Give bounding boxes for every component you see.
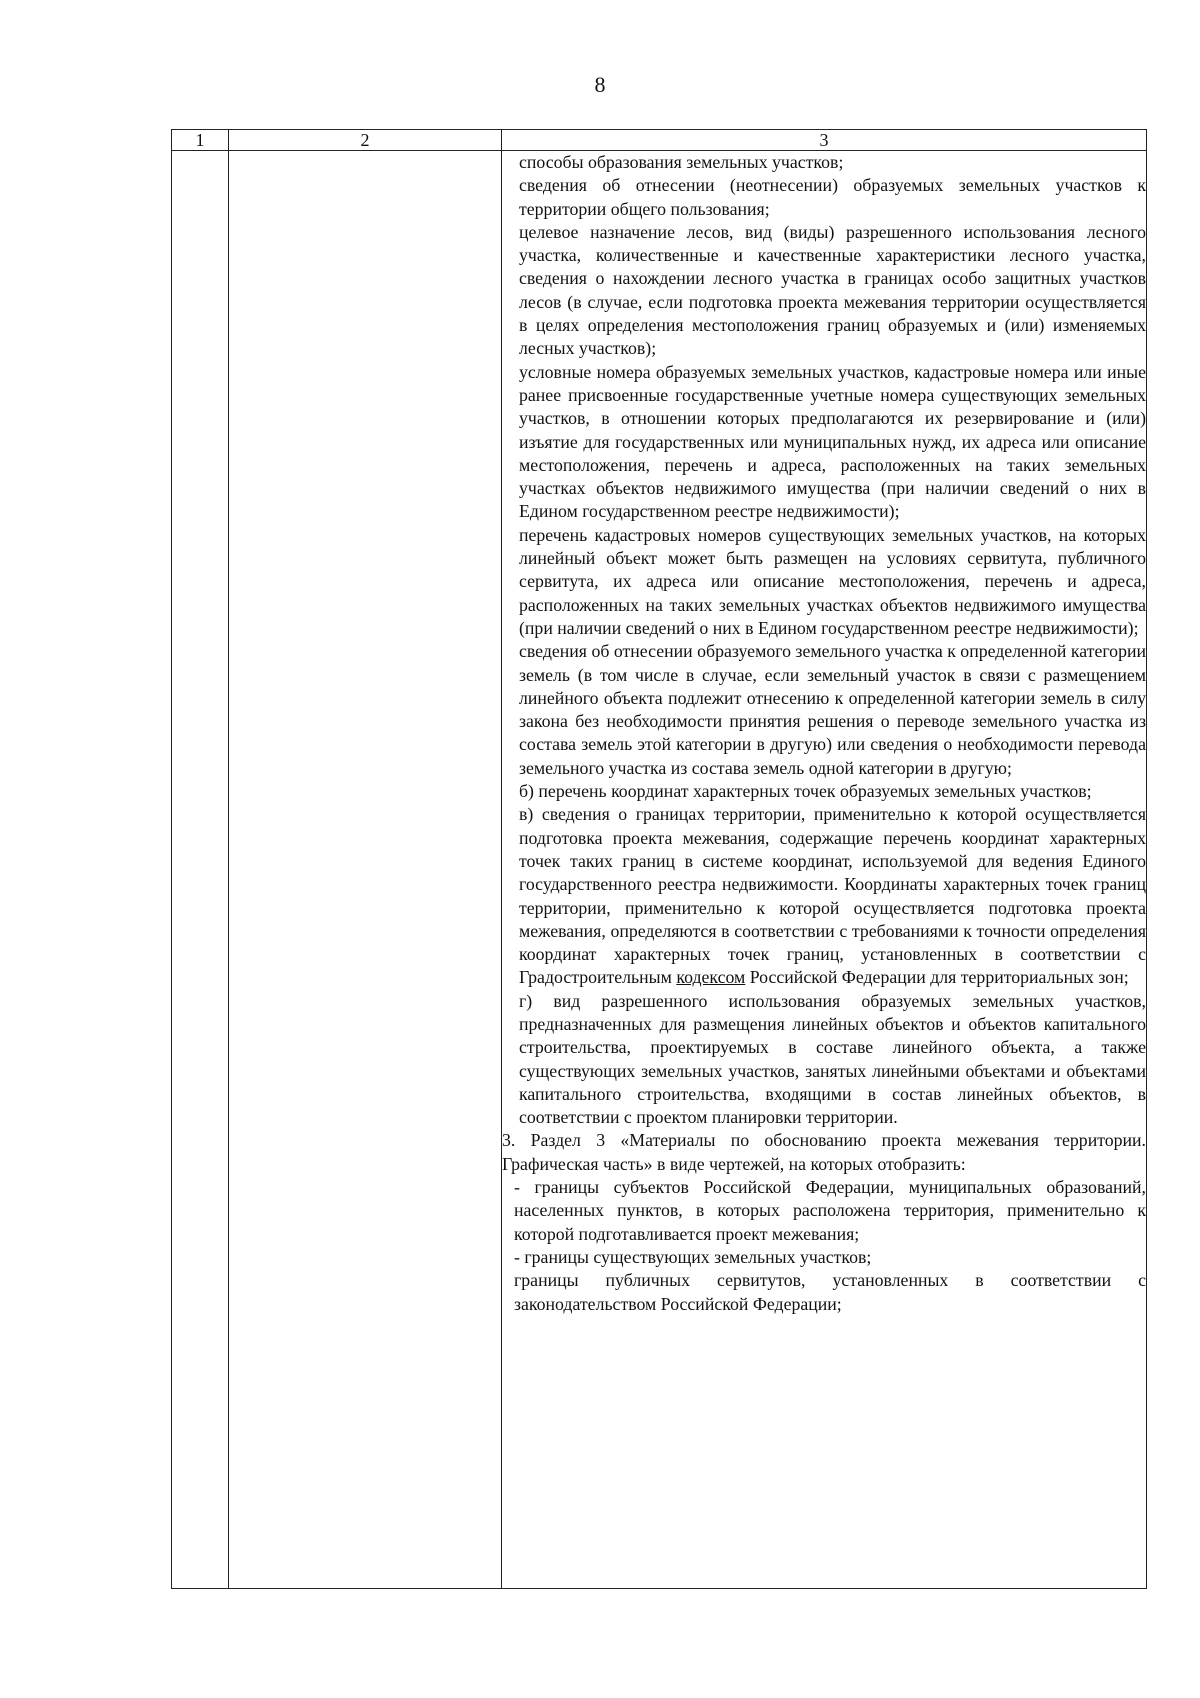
paragraph: условные номера образуемых земельных участков, кадастровые номера или иные ранее присвоенные государственные учетные номера существующих земельных участков, в отношении которых предполагаются их резервирование и (или) изъятие для государственных или муниципальных нужд, их адреса или описание местоположения, перечень и адреса, расположенных на таких земельных участках объектов недвижимого имущества (при наличии сведений о них в Едином государственном реестре недвижимости); [519,361,1146,522]
paragraph: сведения об отнесении (неотнесении) образуемых земельных участков к территории общего пользования; [519,175,1146,219]
paragraph: способы образования земельных участков; [519,152,844,172]
paragraph-text: в) сведения о границах территории, применительно к которой осуществляется подготовка проекта межевания, содержащие перечень координат характерных точек таких границ в системе координат, используемой для ведения Единого государственного реестра недвижимости. Координаты характерных точек границ территории, применительно к которой осуществляется подготовка проекта межевания, определяются в соответствии с требованиями к точности определения координат характерных точек границ, установленных в соответствии с Градостроительным [519,804,1146,988]
header-cell-1: 1 [172,130,229,151]
paragraph: сведения об отнесении образуемого земельного участка к определенной категории земель (в том числе в случае, если земельный участок в связи с размещением линейного объекта подлежит отнесению к определенной категории земель в силу закона без необходимости принятия решения о переводе земельного участка из состава земель этой категории в другую) или сведения о необходимости перевода земельного участка из состава земель одной категории в другую; [519,641,1146,778]
paragraph: целевое назначение лесов, вид (виды) разрешенного использования лесного участка, количественные и качественные характеристики лесного участка, сведения о нахождении лесного участка в границах особо защитных участков лесов (в случае, если подготовка проекта межевания территории осуществляется в целях определения местоположения границ образуемых и (или) изменяемых лесных участков); [519,221,1146,359]
codex-link[interactable]: кодексом [676,967,746,988]
list-item: - границы субъектов Российской Федерации, муниципальных образований, населенных пунктов, в которых расположена территория, применительно к которой подготавливается проект межевания; [514,1177,1146,1244]
table-cell-col1 [172,151,229,1589]
document-table [171,129,1147,1589]
table-cell-col2 [229,151,502,1589]
paragraph: б) перечень координат характерных точек образуемых земельных участков; [519,781,1092,802]
paragraph: перечень кадастровых номеров существующих земельных участков, на которых линейный объект может быть размещен на условиях сервитута, публичного сервитута, их адреса или описание местоположения, перечень и адреса, расположенных на таких земельных участках объектов недвижимого имущества (при наличии сведений о них в Едином государственном реестре недвижимости); [519,524,1146,638]
list-item: - границы существующих земельных участков; [514,1246,872,1267]
table-row [172,151,1147,1589]
header-cell-3: 3 [502,130,1147,151]
paragraph: г) вид разрешенного использования образуемых земельных участков, предназначенных для размещения линейных объектов и объектов капитального строительства, проектируемых в составе линейного объекта, а также существующих земельных участков, занятых линейными объектами и объектами капитального строительства, входящими в состав линейных объектов, в соответствии с проектом планировки территории. [519,990,1146,1128]
table-header-row [172,130,1147,151]
header-cell-2: 2 [229,130,502,151]
page-number: 8 [594,72,606,97]
list-item: границы публичных сервитутов, установленных в соответствии с законодательством Российской Федерации; [514,1270,1146,1314]
paragraph-with-link [502,803,1146,989]
table-cell-content [502,151,1147,1589]
paragraph-text-after: Российской Федерации для территориальных зон; [745,967,1129,988]
section-heading: 3. Раздел 3 «Материалы по обоснованию проекта межевания территории. Графическая часть» в виде чертежей, на которых отобразить: [502,1130,1146,1174]
